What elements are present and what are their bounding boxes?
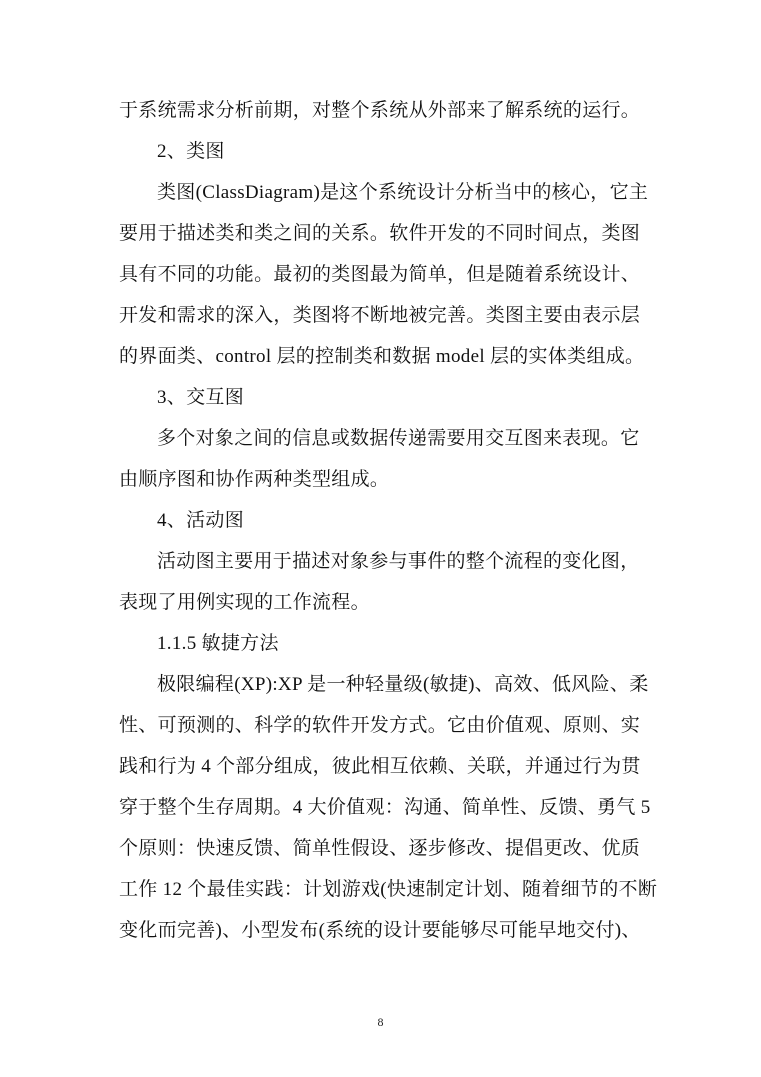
text-line: 工作 12 个最佳实践：计划游戏(快速制定计划、随着细节的不断 [119, 879, 658, 900]
text-line: 变化而完善)、小型发布(系统的设计要能够尽可能早地交付)、 [119, 920, 641, 941]
text-line: 表现了用例实现的工作流程。 [119, 592, 370, 613]
text-line: 具有不同的功能。最初的类图最为简单，但是随着系统设计、 [119, 264, 641, 285]
text-line: 性、可预测的、科学的软件开发方式。它由价值观、原则、实 [119, 715, 641, 736]
section-heading-activity-diagram: 4、活动图 [157, 510, 245, 531]
section-heading-interaction-diagram: 3、交互图 [157, 387, 245, 408]
section-heading-class-diagram: 2、类图 [157, 141, 225, 162]
text-line: 类图(ClassDiagram)是这个系统设计分析当中的核心，它主 [157, 182, 649, 203]
text-line: 要用于描述类和类之间的关系。软件开发的不同时间点，类图 [119, 223, 641, 244]
section-heading-agile-methods: 1.1.5 敏捷方法 [157, 633, 279, 654]
text-line: 由顺序图和协作两种类型组成。 [119, 469, 390, 490]
text-line: 多个对象之间的信息或数据传递需要用交互图来表现。它 [157, 428, 640, 449]
text-line: 践和行为 4 个部分组成，彼此相互依赖、关联，并通过行为贯 [119, 756, 641, 777]
text-line: 极限编程(XP):XP 是一种轻量级(敏捷)、高效、低风险、柔 [157, 674, 649, 695]
page-number: 8 [377, 1015, 384, 1029]
text-line: 活动图主要用于描述对象参与事件的整个流程的变化图， [157, 551, 640, 572]
text-line: 于系统需求分析前期，对整个系统从外部来了解系统的运行。 [119, 100, 641, 121]
text-line: 个原则：快速反馈、简单性假设、逐步修改、提倡更改、优质 [119, 838, 641, 859]
text-line: 开发和需求的深入，类图将不断地被完善。类图主要由表示层 [119, 305, 641, 326]
text-line: 穿于整个生存周期。4 大价值观：沟通、简单性、反馈、勇气 5 [119, 797, 651, 818]
document-page [119, 90, 658, 951]
text-line: 的界面类、control 层的控制类和数据 model 层的实体类组成。 [119, 346, 645, 367]
